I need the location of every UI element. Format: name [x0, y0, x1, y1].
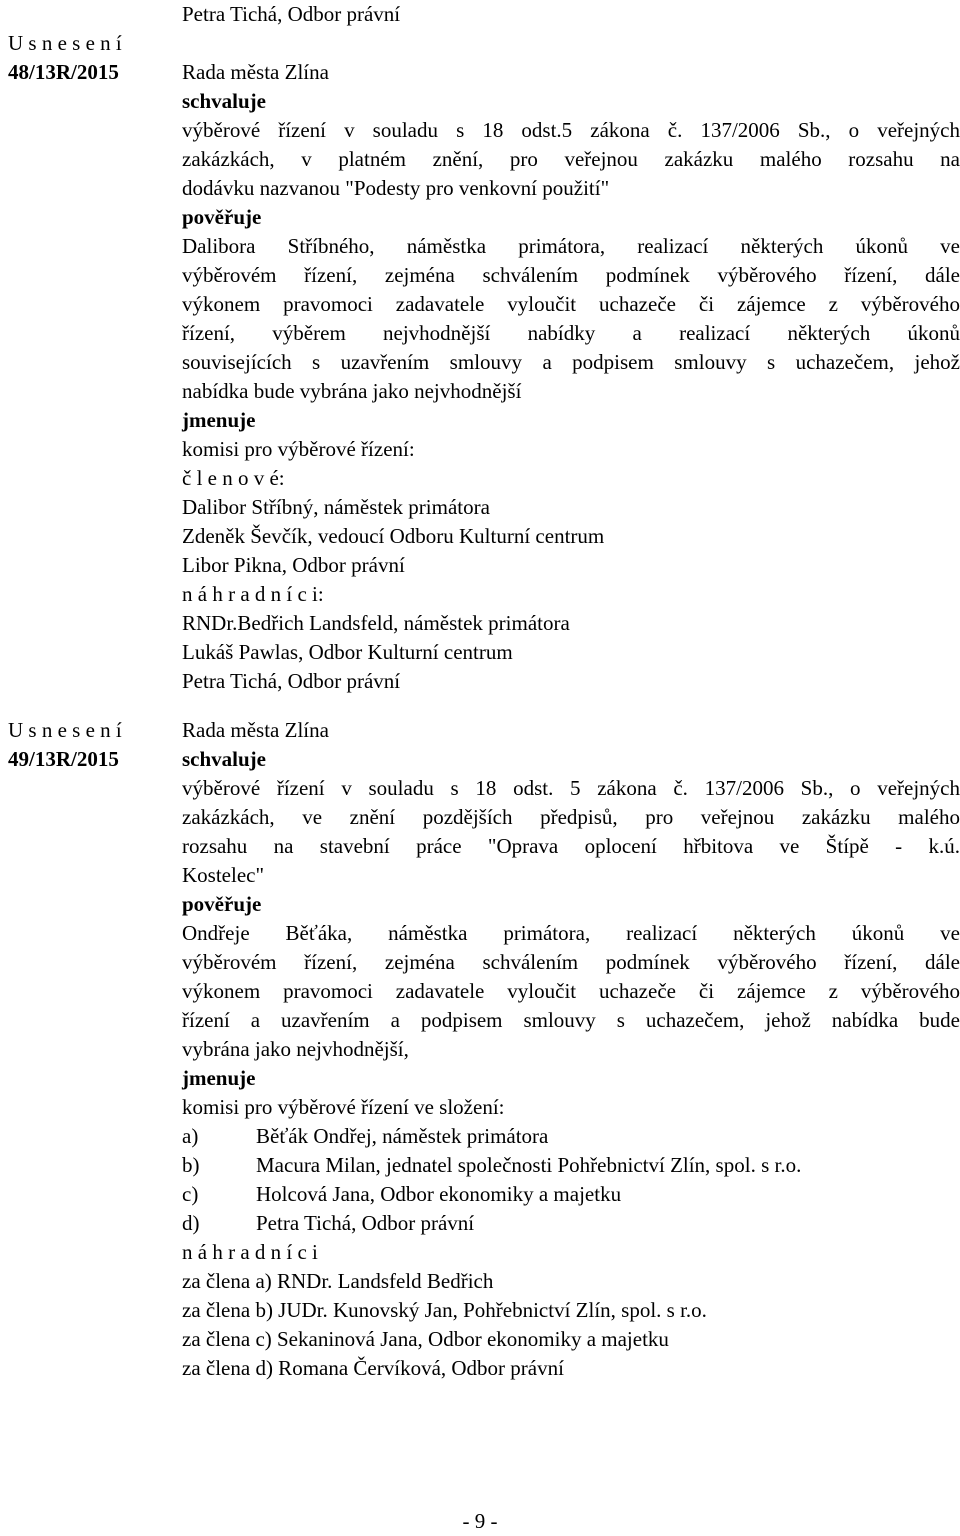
poveruje-line: vybrána jako nejvhodnější,: [182, 1037, 409, 1061]
verb-poveruje: pověřuje: [182, 205, 262, 229]
substitute-item: Petra Tichá, Odbor právní: [182, 669, 401, 693]
member-item: [182, 1151, 801, 1180]
member-item-text: Macura Milan, jednatel společnosti Pohřebnictví Zlín, spol. s r.o.: [256, 1153, 802, 1177]
member-item: Dalibor Stříbný, náměstek primátora: [182, 495, 490, 519]
member-item: Zdeněk Ševčík, vedoucí Odboru Kulturní centrum: [182, 524, 605, 548]
substitute-item: za člena b) JUDr. Kunovský Jan, Pohřebnictví Zlín, spol. s r.o.: [182, 1298, 707, 1322]
poveruje-line: výkonem pravomoci zadavatele vyloučit uchazeče či zájemce z výběrového: [182, 292, 960, 316]
member-item: [182, 1209, 474, 1238]
resolution-label: U s n e s e n í: [8, 718, 122, 742]
schvaluje-line: výběrové řízení v souladu s 18 odst.5 zákona č. 137/2006 Sb., o veřejných: [182, 118, 960, 142]
substitute-item: za člena c) Sekaninová Jana, Odbor ekonomiky a majetku: [182, 1327, 669, 1351]
schvaluje-line: Kostelec": [182, 863, 265, 887]
substitute-item: RNDr.Bedřich Landsfeld, náměstek primátora: [182, 611, 570, 635]
member-item: Libor Pikna, Odbor právní: [182, 553, 405, 577]
substitute-item: za člena d) Romana Červíková, Odbor právní: [182, 1356, 564, 1380]
carryover-line: Petra Tichá, Odbor právní: [182, 2, 401, 26]
schvaluje-line: zakázkách, v platném znění, pro veřejnou zakázku malého rozsahu na: [182, 147, 960, 171]
substitutes-header: n á h r a d n í c i:: [182, 582, 324, 606]
substitute-item: Lukáš Pawlas, Odbor Kulturní centrum: [182, 640, 513, 664]
member-item-text: Holcová Jana, Odbor ekonomiky a majetku: [256, 1182, 622, 1206]
poveruje-line: řízení a uzavřením a podpisem smlouvy s uchazečem, jehož nabídka bude: [182, 1008, 960, 1032]
member-item-label: d): [182, 1211, 200, 1235]
schvaluje-line: zakázkách, ve znění pozdějších předpisů, pro veřejnou zakázku malého: [182, 805, 960, 829]
member-item-label: a): [182, 1124, 199, 1148]
member-item-label: c): [182, 1182, 199, 1206]
verb-jmenuje: jmenuje: [182, 408, 256, 432]
commission-title: komisi pro výběrové řízení ve složení:: [182, 1095, 505, 1119]
verb-schvaluje: schvaluje: [182, 747, 266, 771]
member-item: [182, 1122, 548, 1151]
page-number: - 9 -: [462, 1509, 498, 1533]
member-item-label: b): [182, 1153, 200, 1177]
schvaluje-line: rozsahu na stavební práce "Oprava oplocení hřbitova ve Štípě - k.ú.: [182, 834, 960, 858]
member-item-text: Běťák Ondřej, náměstek primátora: [256, 1124, 549, 1148]
member-item-text: Petra Tichá, Odbor právní: [256, 1211, 475, 1235]
poveruje-line: Ondřeje Běťáka, náměstka primátora, realizací některých úkonů ve: [182, 921, 960, 945]
schvaluje-line: dodávku nazvanou "Podesty pro venkovní použití": [182, 176, 610, 200]
poveruje-line: výkonem pravomoci zadavatele vyloučit uchazeče či zájemce z výběrového: [182, 979, 960, 1003]
member-item: [182, 1180, 621, 1209]
poveruje-line: Dalibora Stříbného, náměstka primátora, realizací některých úkonů ve: [182, 234, 960, 258]
substitute-item: za člena a) RNDr. Landsfeld Bedřich: [182, 1269, 494, 1293]
schvaluje-line: výběrové řízení v souladu s 18 odst. 5 zákona č. 137/2006 Sb., o veřejných: [182, 776, 960, 800]
resolution-label: U s n e s e n í: [8, 31, 122, 55]
resolution-number: 48/13R/2015: [8, 60, 119, 84]
resolution-body: Rada města Zlína: [182, 718, 329, 742]
poveruje-line: nabídka bude vybrána jako nejvhodnější: [182, 379, 522, 403]
commission-title: komisi pro výběrové řízení:: [182, 437, 415, 461]
verb-jmenuje: jmenuje: [182, 1066, 256, 1090]
resolution-number: 49/13R/2015: [8, 747, 119, 771]
members-header: č l e n o v é:: [182, 466, 285, 490]
substitutes-header: n á h r a d n í c i: [182, 1240, 318, 1264]
verb-schvaluje: schvaluje: [182, 89, 266, 113]
poveruje-line: výběrovém řízení, zejména schválením podmínek výběrového řízení, dále: [182, 263, 960, 287]
poveruje-line: souvisejících s uzavřením smlouvy a podpisem smlouvy s uchazečem, jehož: [182, 350, 960, 374]
poveruje-line: výběrovém řízení, zejména schválením podmínek výběrového řízení, dále: [182, 950, 960, 974]
verb-poveruje: pověřuje: [182, 892, 262, 916]
poveruje-line: řízení, výběrem nejvhodnější nabídky a realizací některých úkonů: [182, 321, 960, 345]
resolution-body: Rada města Zlína: [182, 60, 329, 84]
